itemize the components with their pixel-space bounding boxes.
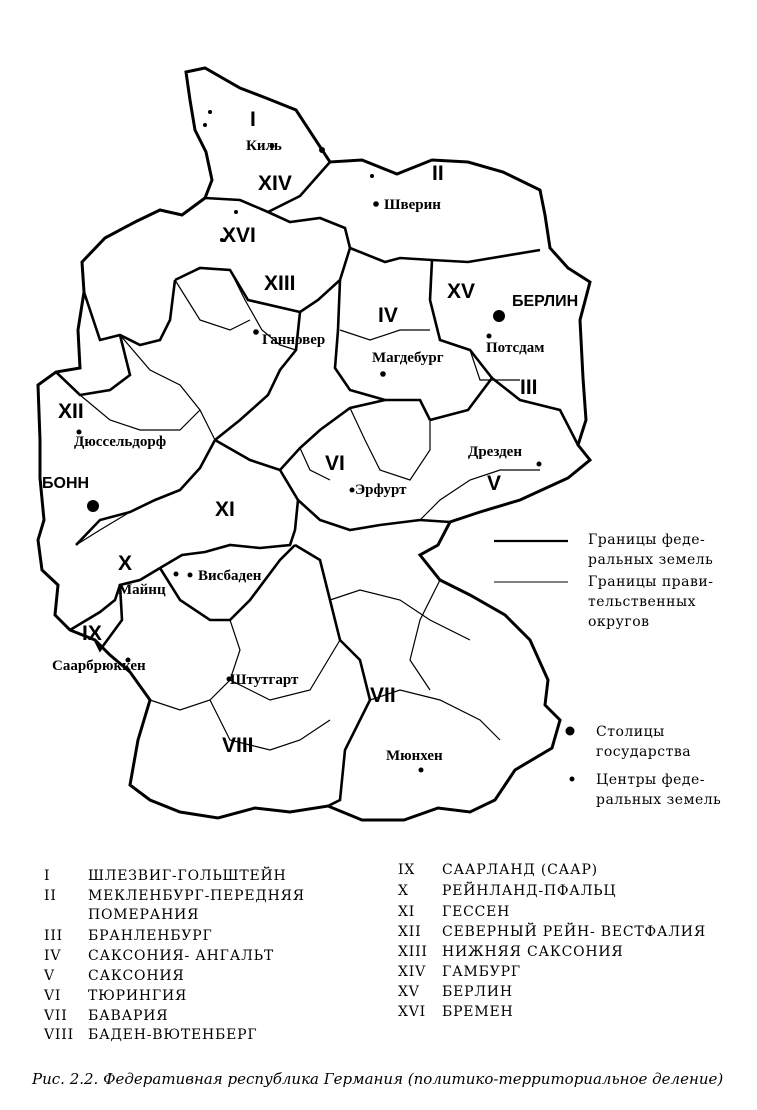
city-muenchen: Мюнхен bbox=[386, 748, 443, 764]
city-dresden: Дрезден bbox=[468, 444, 522, 460]
key-row bbox=[44, 948, 274, 964]
key-row bbox=[44, 968, 184, 984]
city-mainz: Майнц bbox=[118, 582, 166, 598]
state-num-vi: VI bbox=[325, 452, 345, 475]
city-hannover: Ганновер bbox=[262, 332, 326, 348]
key-row bbox=[398, 944, 623, 960]
key-name: САКСОНИЯ bbox=[88, 968, 185, 984]
city-wiesbaden: Висбаден bbox=[198, 568, 262, 584]
legend-line: Границы феде- bbox=[588, 532, 706, 548]
key-row bbox=[398, 904, 510, 920]
key-row bbox=[44, 988, 187, 1004]
key-num: XII bbox=[398, 924, 422, 940]
city-kiel: Киль bbox=[246, 138, 282, 154]
state-num-v: V bbox=[487, 472, 502, 495]
key-name: ГАМБУРГ bbox=[442, 964, 521, 980]
state-num-viii: VIII bbox=[222, 734, 254, 757]
key-name: ГЕССЕН bbox=[442, 904, 511, 920]
city-potsdam: Потсдам bbox=[486, 340, 545, 356]
city-stuttgart: Штутгарт bbox=[230, 672, 299, 688]
city-erfurt: Эрфурт bbox=[355, 482, 407, 498]
key-row bbox=[398, 862, 598, 878]
legend-line: тельственных bbox=[588, 594, 696, 610]
key-row bbox=[44, 868, 287, 884]
key-row bbox=[44, 1008, 168, 1024]
key-name: САКСОНИЯ- АНГАЛЬТ bbox=[88, 948, 274, 964]
key-num: III bbox=[44, 928, 63, 944]
state-num-i: I bbox=[250, 108, 256, 131]
key-row bbox=[398, 924, 706, 940]
key-num: I bbox=[44, 868, 51, 884]
state-num-ii: II bbox=[432, 162, 444, 185]
key-name: МЕКЛЕНБУРГ-ПЕРЕДНЯЯ bbox=[88, 888, 305, 904]
legend-line: Границы прави- bbox=[588, 574, 714, 590]
state-num-ix: IX bbox=[82, 622, 102, 645]
key-num: XVI bbox=[398, 1004, 427, 1020]
city-labels bbox=[42, 138, 578, 764]
city-saarbruecken: Саарбрюккен bbox=[52, 658, 146, 674]
key-row bbox=[398, 964, 521, 980]
legend-symbols bbox=[494, 541, 575, 782]
legend-line: ральных земель bbox=[588, 552, 714, 568]
key-name: ШЛЕЗВИГ-ГОЛЬШТЕЙН bbox=[88, 868, 287, 884]
legend-capital-dot bbox=[566, 727, 575, 736]
bonn-capital-dot bbox=[87, 500, 99, 512]
key-name: ТЮРИНГИЯ bbox=[88, 988, 188, 1004]
key-name: БРЕМЕН bbox=[442, 1004, 514, 1020]
berlin-capital-dot bbox=[493, 310, 505, 322]
key-name: БЕРЛИН bbox=[442, 984, 513, 1000]
key-name: СЕВЕРНЫЙ РЕЙН- ВЕСТФАЛИЯ bbox=[442, 924, 706, 940]
key-num: VI bbox=[44, 988, 62, 1004]
state-num-xii: XII bbox=[58, 400, 84, 423]
city-duesseldorf: Дюссельдорф bbox=[74, 434, 167, 450]
key-num: X bbox=[398, 883, 409, 899]
city-berlin: БЕРЛИН bbox=[512, 293, 579, 310]
key-name: РЕЙНЛАНД-ПФАЛЬЦ bbox=[442, 883, 617, 899]
state-num-xiii: XIII bbox=[264, 272, 296, 295]
key-row bbox=[398, 984, 513, 1000]
state-num-x: X bbox=[118, 552, 133, 575]
legend-line: Центры феде- bbox=[596, 772, 706, 788]
key-name: БРАНЛЕНБУРГ bbox=[88, 928, 213, 944]
key-name: НИЖНЯЯ САКСОНИЯ bbox=[442, 944, 624, 960]
key-row bbox=[44, 928, 213, 944]
key-row bbox=[44, 1027, 257, 1043]
legend-state-borders bbox=[588, 530, 713, 570]
state-num-xi: XI bbox=[215, 498, 235, 521]
key-num: V bbox=[44, 968, 55, 984]
legend-line: государства bbox=[596, 744, 692, 760]
legend-line: округов bbox=[588, 614, 650, 630]
legend-district-borders bbox=[588, 572, 713, 632]
key-name: СААРЛАНД (СААР) bbox=[442, 862, 598, 878]
key-num: IX bbox=[398, 862, 416, 878]
state-num-xv: XV bbox=[447, 280, 476, 303]
legend-line: ральных земель bbox=[596, 792, 722, 808]
city-schwerin: Шверин bbox=[384, 197, 441, 213]
key-num: XV bbox=[398, 984, 420, 1000]
key-name: БАДЕН-ВЮТЕНБЕРГ bbox=[88, 1027, 258, 1043]
key-row bbox=[44, 907, 199, 923]
key-num: VIII bbox=[44, 1027, 74, 1043]
legend-line: Столицы bbox=[596, 724, 665, 740]
key-num: XI bbox=[398, 904, 416, 920]
figure-caption: Рис. 2.2. Федеративная республика Германия (политико-территориальное деление) bbox=[32, 1070, 724, 1088]
legend-center-dot bbox=[570, 777, 575, 782]
legend-state-capitals bbox=[596, 722, 691, 762]
key-num: XIII bbox=[398, 944, 428, 960]
key-row bbox=[398, 1004, 514, 1020]
key-row bbox=[398, 883, 616, 899]
city-bonn: БОНН bbox=[42, 475, 90, 492]
state-num-iv: IV bbox=[378, 304, 398, 327]
key-num: XIV bbox=[398, 964, 427, 980]
key-num: II bbox=[44, 888, 57, 904]
state-num-iii: III bbox=[520, 376, 538, 399]
state-num-xvi: XVI bbox=[222, 224, 256, 247]
legend-state-centers bbox=[596, 770, 721, 810]
key-num: IV bbox=[44, 948, 62, 964]
state-num-xiv: XIV bbox=[258, 172, 292, 195]
key-row bbox=[44, 888, 305, 904]
city-magdeburg: Магдебург bbox=[372, 350, 444, 366]
key-num: VII bbox=[44, 1008, 68, 1024]
state-num-vii: VII bbox=[370, 684, 396, 707]
key-name: БАВАРИЯ bbox=[88, 1008, 169, 1024]
key-name: ПОМЕРАНИЯ bbox=[88, 907, 200, 923]
